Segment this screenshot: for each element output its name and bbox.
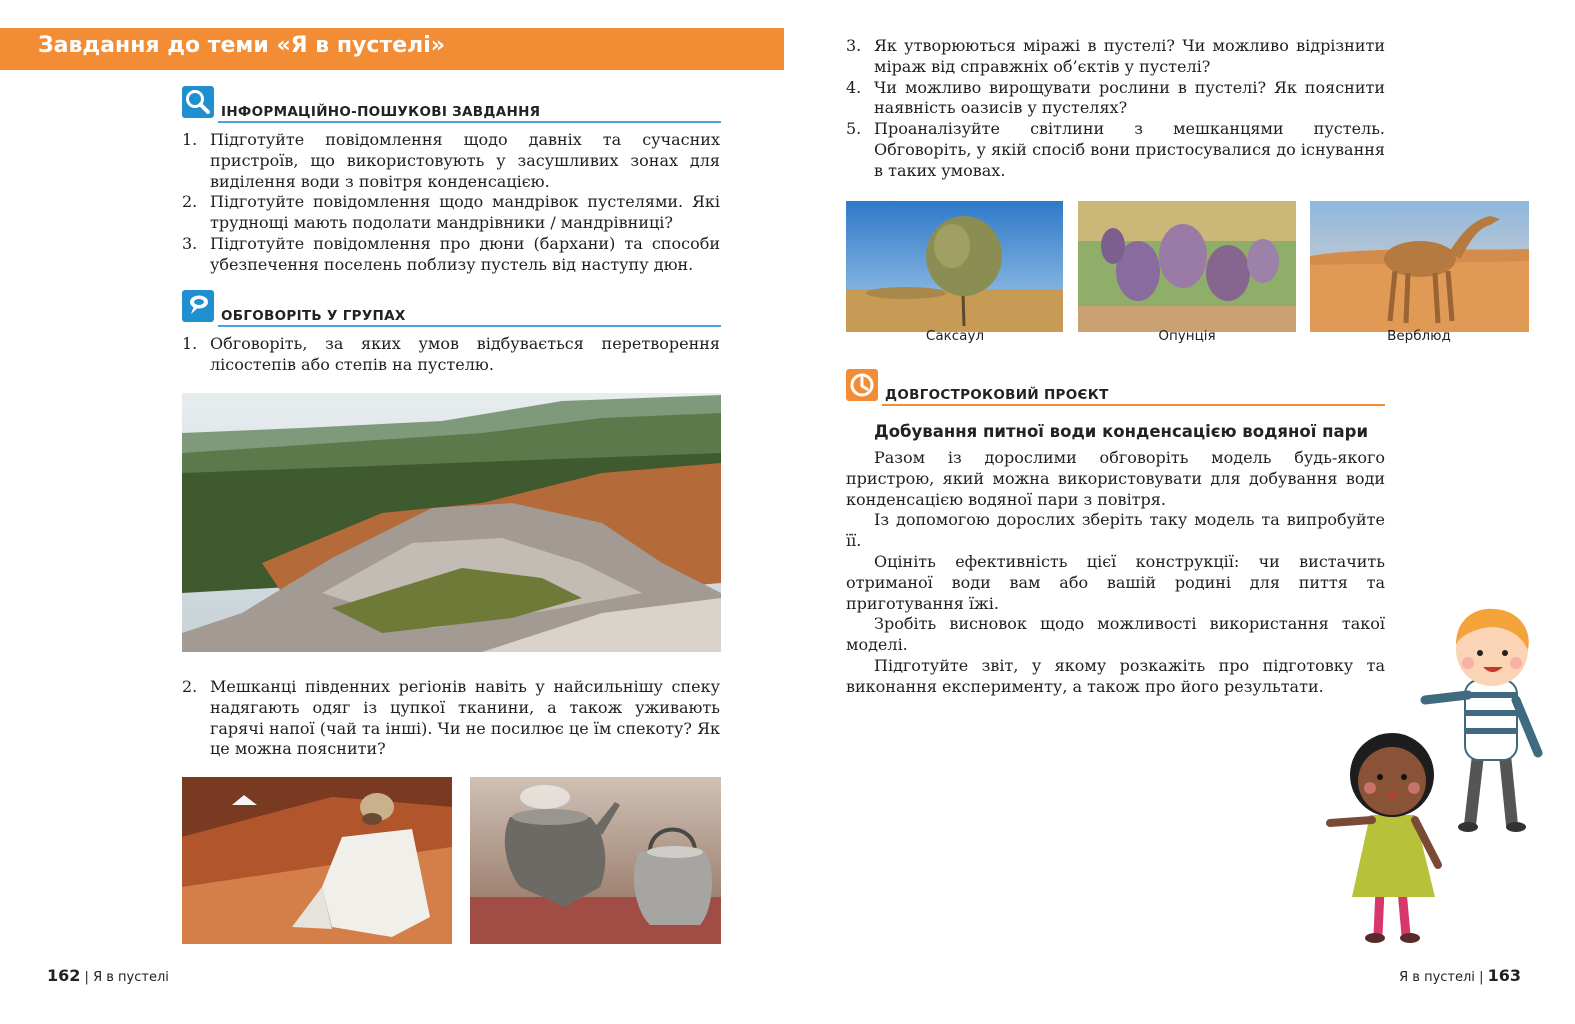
page-number-right: 163	[1487, 966, 1521, 985]
list-item	[846, 78, 1385, 120]
list-item	[846, 119, 1385, 181]
saxaul-caption: Саксаул	[925, 328, 985, 344]
topic-banner	[0, 28, 784, 70]
project-paragraph: Підготуйте звіт, у якому розкажіть про підготовку та виконання експерименту, а також про його результати.	[846, 655, 1385, 696]
item-text: Підготуйте повідомлення щодо давніх та сучасних пристроїв, що використовують у засушливих зонах для виділення води з повітря конденсацією.	[210, 130, 720, 191]
opuntia-photo	[1078, 201, 1296, 332]
item-number: 3.	[846, 36, 862, 55]
project-text	[846, 448, 1385, 698]
project-section-rule	[882, 404, 1385, 406]
project-paragraph: Оцініть ефективність цієї конструкції: чи вистачить отриманої води вам або вашій родині для пиття та приготування їжі.	[846, 551, 1385, 613]
item-text: Підготуйте повідомлення щодо мандрівок пустелями. Які труднощі мають подолати мандрівники / мандрівниці?	[210, 192, 720, 233]
group-task-list-1	[182, 334, 720, 376]
search-section-rule	[218, 121, 721, 123]
footer-separator: |	[1479, 970, 1484, 985]
list-item	[182, 334, 720, 376]
item-text: Проаналізуйте світлини з мешканцями пустель. Обговоріть, у якій спосіб вони пристосувалися до існування в таких умовах.	[874, 119, 1385, 180]
footer-title-right: Я в пустелі	[1399, 970, 1475, 985]
group-section-rule	[218, 325, 721, 327]
list-item	[182, 192, 720, 234]
clock-icon	[846, 369, 878, 401]
project-paragraph: Із допомогою дорослих зберіть таку модель та випробуйте її.	[846, 510, 1385, 551]
project-title: Добування питної води конденсацією водяної пари	[874, 422, 1369, 441]
project-section-heading: ДОВГОСТРОКОВИЙ ПРОЄКТ	[885, 387, 1109, 403]
item-number: 1.	[182, 130, 198, 149]
camel-photo	[1310, 201, 1529, 332]
search-task-list	[182, 130, 720, 276]
discussion-icon	[182, 290, 214, 322]
item-number: 2.	[182, 677, 198, 696]
project-paragraph: Зробіть висновок щодо можливості використання такої моделі.	[846, 614, 1385, 655]
magnifier-icon	[182, 86, 214, 118]
teapots-photo	[470, 777, 721, 944]
list-item	[182, 234, 720, 276]
item-number: 3.	[182, 233, 198, 253]
desert-man-photo	[182, 777, 452, 944]
children-illustration	[1320, 605, 1550, 950]
list-item	[846, 36, 1385, 78]
opuntia-caption: Опунція	[1158, 328, 1216, 344]
item-text: Мешканці південних регіонів навіть у найсильнішу спеку надягають одяг із цупкої тканини, а також уживають гарячі напої (чай та інші). Чи не посилює це їм спекоту? Як це можна пояснити?	[210, 677, 720, 759]
right-task-list	[846, 36, 1385, 182]
list-item	[182, 130, 720, 192]
group-section-heading: ОБГОВОРІТЬ У ГРУПАХ	[221, 308, 406, 324]
search-section-heading: ІНФОРМАЦІЙНО-ПОШУКОВІ ЗАВДАННЯ	[221, 104, 541, 120]
camel-caption: Верблюд	[1387, 328, 1451, 344]
item-number: 2.	[182, 192, 198, 212]
saxaul-photo	[846, 201, 1063, 332]
item-number: 5.	[846, 119, 862, 139]
item-text: Як утворюються міражі в пустелі? Чи можливо відрізнити міраж від справжніх об’єктів у пустелі?	[874, 36, 1385, 76]
project-paragraph: Разом із дорослими обговоріть модель будь-якого пристрою, який можна використовувати для добування води конденсацією водяної пари з повітря.	[846, 448, 1385, 509]
item-number: 4.	[846, 77, 862, 97]
list-item	[182, 677, 720, 760]
footer-right	[1399, 966, 1521, 985]
footer-left	[47, 966, 169, 985]
steppe-landscape-photo	[182, 393, 721, 652]
item-number: 1.	[182, 334, 198, 353]
footer-separator: |	[84, 970, 89, 985]
item-text: Чи можливо вирощувати рослини в пустелі? Як пояснити наявність оазисів у пустелях?	[874, 77, 1385, 118]
page-number-left: 162	[47, 966, 81, 985]
footer-title-left: Я в пустелі	[93, 970, 169, 985]
banner-title: Завдання до теми «Я в пустелі»	[38, 33, 445, 58]
item-text: Обговоріть, за яких умов відбувається перетворення лісостепів або степів на пустелю.	[210, 334, 720, 374]
item-text: Підготуйте повідомлення про дюни (бархани) та способи убезпечення поселень поблизу пустель від наступу дюн.	[210, 233, 720, 274]
group-task-list-2	[182, 677, 720, 760]
